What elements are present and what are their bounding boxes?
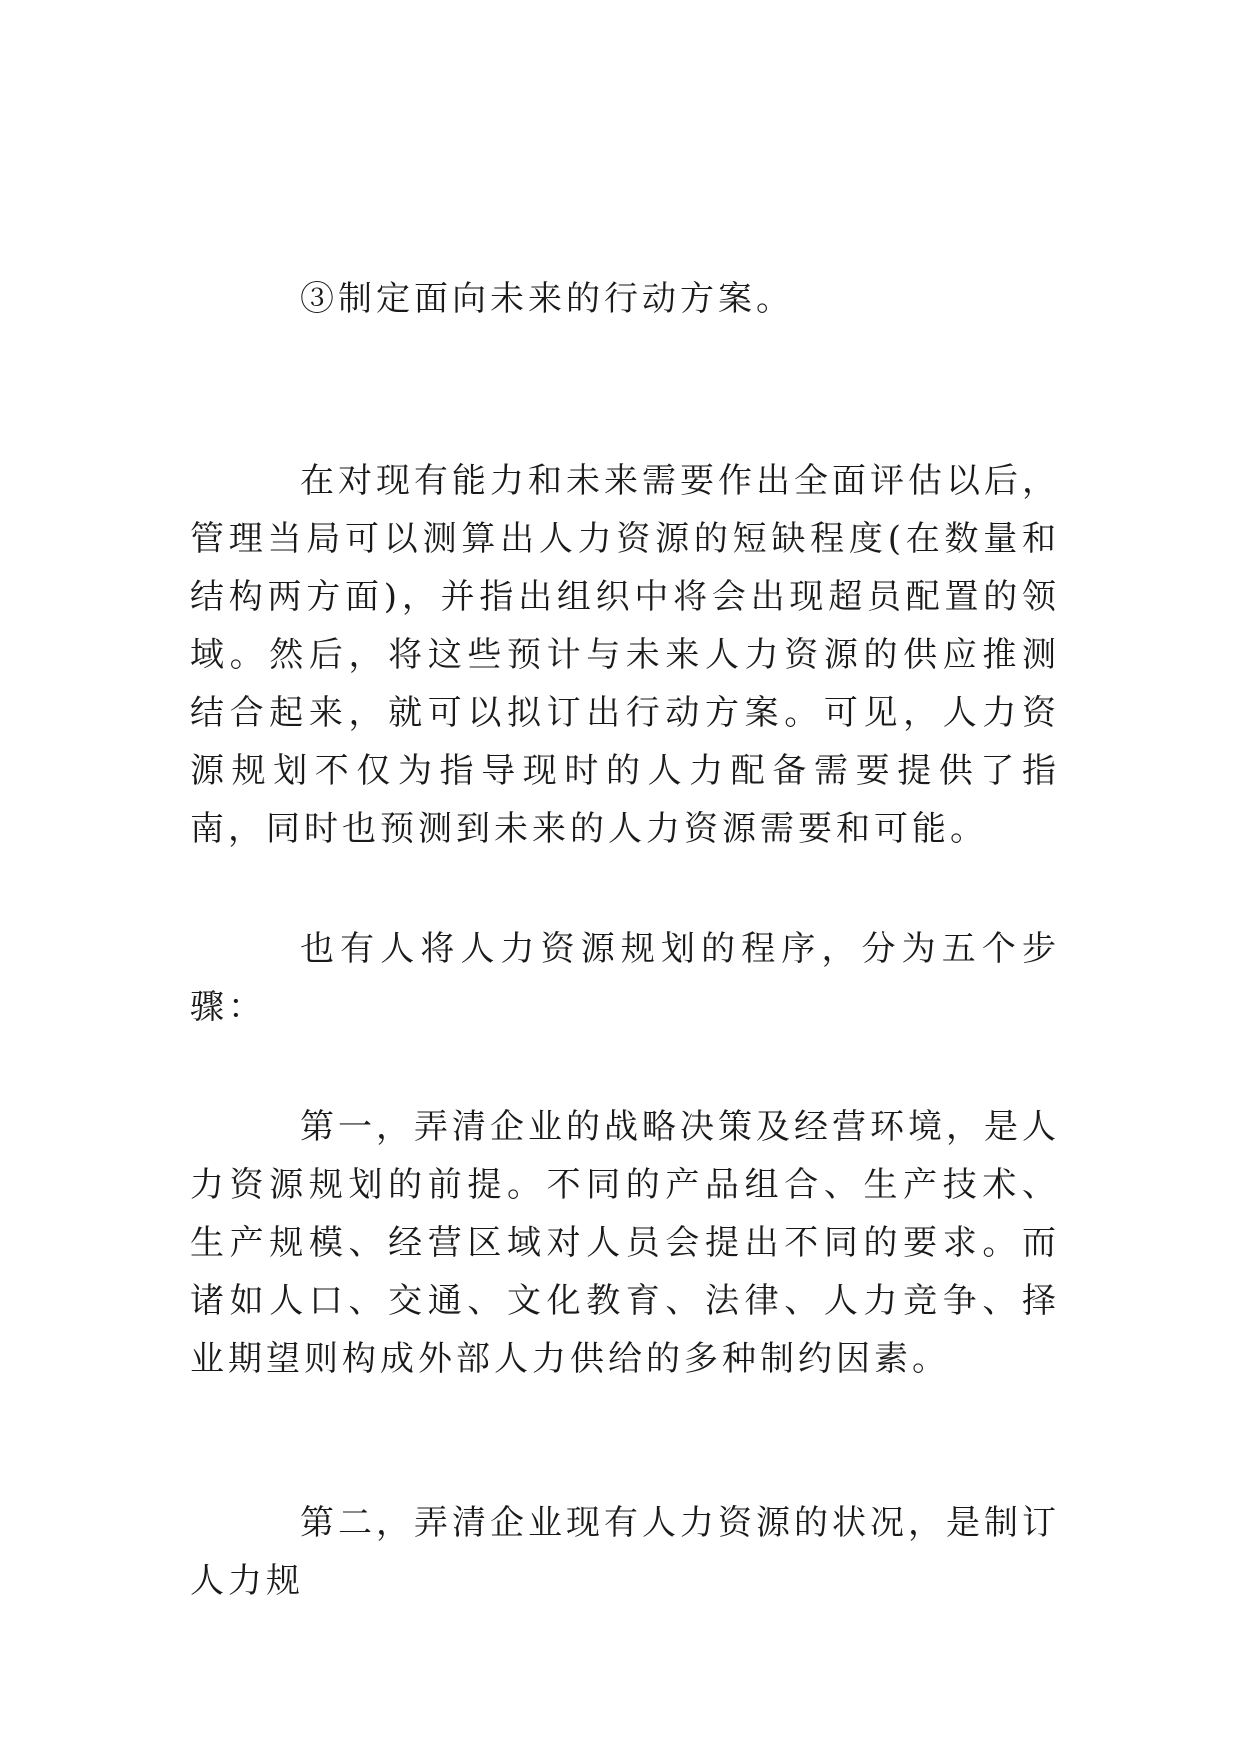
paragraph-assessment: 在对现有能力和未来需要作出全面评估以后，管理当局可以测算出人力资源的短缺程度(在数量和结构两方面)，并指出组织中将会出现超员配置的领域。然后，将这些预计与未来人力资源的供应推测结合起来，就可以拟订出行动方案。可见，人力资源规划不仅为指导现时的人力配备需要提供了指南，同时也预测到未来的人力资源需要和可能。 [190,461,1060,849]
paragraph-step-two: 第二，弄清企业现有人力资源的状况，是制订人力规 [190,1503,1060,1601]
paragraph-step-one: 第一，弄清企业的战略决策及经营环境，是人力资源规划的前提。不同的产品组合、生产技术、生产规模、经营区域对人员会提出不同的要求。而诸如人口、交通、文化教育、法律、人力竞争、择业期望则构成外部人力供给的多种制约因素。 [190,1107,1060,1379]
paragraph-five-steps-intro: 也有人将人力资源规划的程序，分为五个步骤： [190,929,1060,1027]
paragraph-action-plan: ③制定面向未来的行动方案。 [300,279,794,319]
